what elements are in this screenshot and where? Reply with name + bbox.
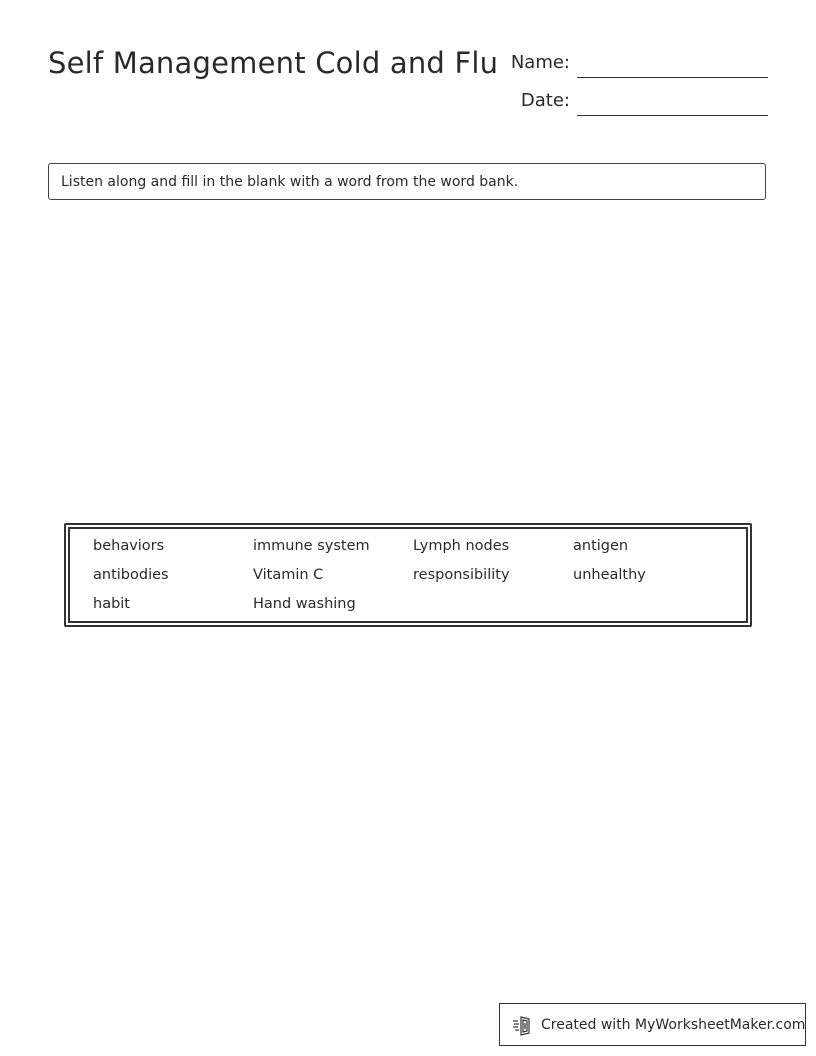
word-bank-item: responsibility (413, 567, 510, 583)
word-bank-item: Hand washing (253, 596, 356, 612)
word-bank-item: antibodies (93, 567, 169, 583)
footer-credit[interactable] (499, 1003, 806, 1046)
word-bank-item: unhealthy (573, 567, 646, 583)
word-bank-item: behaviors (93, 538, 165, 554)
instructions-box: Listen along and fill in the blank with a word from the word bank. (48, 163, 766, 200)
date-field[interactable] (577, 115, 768, 116)
word-bank-item: Vitamin C (253, 567, 324, 583)
date-label: Date: (520, 90, 570, 111)
word-bank-item: antigen (573, 538, 629, 554)
word-bank-inner-border (68, 527, 748, 623)
word-bank-item: immune system (253, 538, 370, 554)
footer-label: Created with MyWorksheetMaker.com (541, 1016, 806, 1033)
name-field[interactable] (577, 77, 768, 78)
worksheet-maker-logo-icon (512, 1014, 534, 1036)
page-title: Self Management Cold and Flu (48, 46, 499, 80)
name-label: Name: (510, 52, 570, 73)
word-bank-item: habit (93, 596, 130, 612)
word-bank-item: Lymph nodes (413, 538, 510, 554)
